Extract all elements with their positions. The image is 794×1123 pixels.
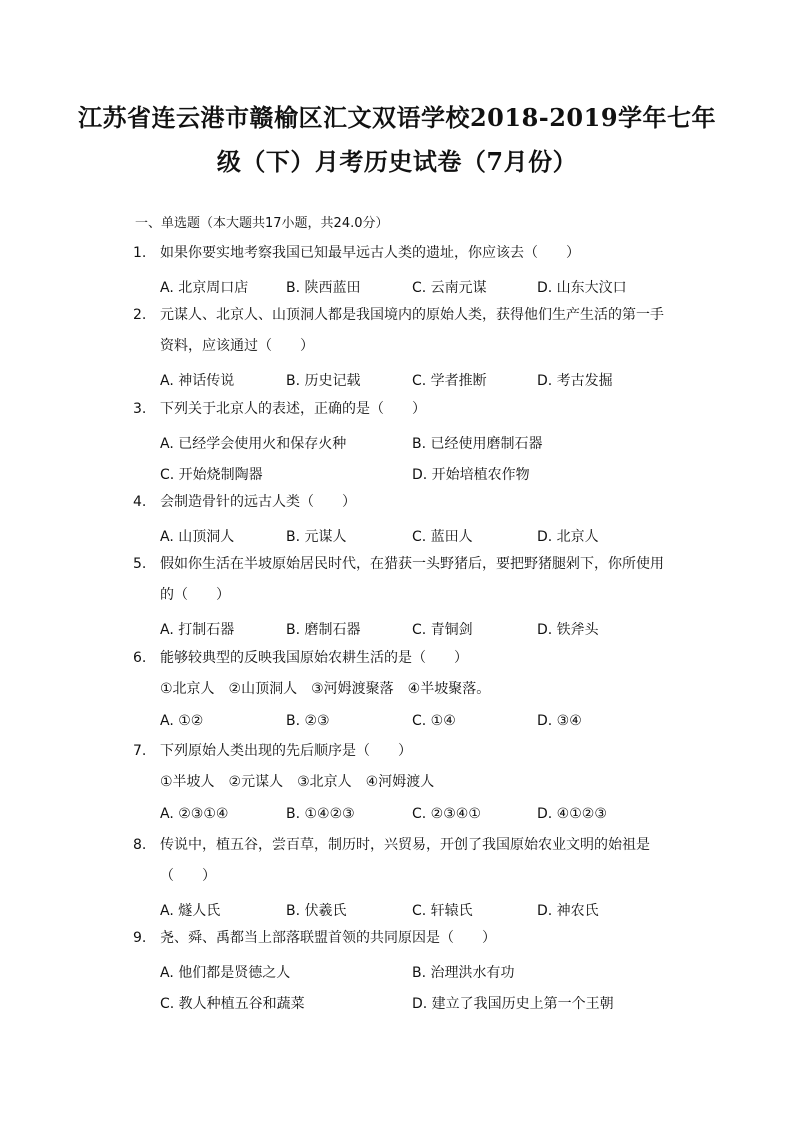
question-number: 2. — [133, 307, 147, 323]
option-d[interactable]: D. 建立了我国历史上第一个王朝 — [412, 996, 614, 1012]
option-b[interactable]: B. ②③ — [286, 713, 330, 729]
option-b[interactable]: B. 伏羲氏 — [286, 903, 347, 919]
option-a[interactable]: A. ②③①④ — [160, 806, 229, 822]
option-b[interactable]: B. 已经使用磨制石器 — [412, 436, 543, 452]
question-text-cont: ①半坡人 ②元谋人 ③北京人 ④河姆渡人 — [160, 774, 435, 790]
question-number: 3. — [133, 401, 147, 417]
option-c[interactable]: C. 学者推断 — [412, 373, 487, 389]
option-d[interactable]: D. ③④ — [537, 713, 582, 729]
question-text: 如果你要实地考察我国已知最早远古人类的遗址，你应该去（ ） — [160, 245, 580, 261]
option-b[interactable]: B. 元谋人 — [286, 529, 347, 545]
option-c[interactable]: C. ②③④① — [412, 806, 481, 822]
question-text: 假如你生活在半坡原始居民时代，在猎获一头野猪后，要把野猪腿剁下，你所使用 — [160, 556, 664, 572]
option-a[interactable]: A. 神话传说 — [160, 373, 235, 389]
question-number: 7. — [133, 743, 147, 759]
question-text: 会制造骨针的远古人类（ ） — [160, 494, 356, 510]
option-c[interactable]: C. ①④ — [412, 713, 456, 729]
question-text: 元谋人、北京人、山顶洞人都是我国境内的原始人类，获得他们生产生活的第一手 — [160, 307, 664, 323]
option-d[interactable]: D. 铁斧头 — [537, 622, 599, 638]
option-b[interactable]: B. 治理洪水有功 — [412, 965, 515, 981]
option-a[interactable]: A. 打制石器 — [160, 622, 235, 638]
option-d[interactable]: D. 考古发掘 — [537, 373, 613, 389]
option-d[interactable]: D. 神农氏 — [537, 903, 599, 919]
option-d[interactable]: D. 开始培植农作物 — [412, 467, 530, 483]
option-c[interactable]: C. 青铜剑 — [412, 622, 473, 638]
question-text: 尧、舜、禹都当上部落联盟首领的共同原因是（ ） — [160, 930, 496, 946]
option-a[interactable]: A. 山顶洞人 — [160, 529, 235, 545]
exam-title-line2: 级（下）月考历史试卷（7月份） — [216, 147, 578, 176]
question-number: 4. — [133, 494, 147, 510]
option-c[interactable]: C. 云南元谋 — [412, 280, 487, 296]
question-number: 6. — [133, 650, 147, 666]
question-text: 下列关于北京人的表述，正确的是（ ） — [160, 401, 426, 417]
section-heading: 一、单选题（本大题共17小题，共24.0分） — [135, 216, 389, 231]
option-a[interactable]: A. 已经学会使用火和保存火种 — [160, 436, 347, 452]
option-a[interactable]: A. 北京周口店 — [160, 280, 249, 296]
option-c[interactable]: C. 轩辕氏 — [412, 903, 473, 919]
option-d[interactable]: D. ④①②③ — [537, 806, 607, 822]
option-b[interactable]: B. ①④②③ — [286, 806, 355, 822]
question-text-cont: 的（ ） — [160, 587, 230, 603]
option-a[interactable]: A. ①② — [160, 713, 204, 729]
question-number: 9. — [133, 930, 147, 946]
question-text-cont: ①北京人 ②山顶洞人 ③河姆渡聚落 ④半坡聚落。 — [160, 681, 491, 697]
option-c[interactable]: C. 开始烧制陶器 — [160, 467, 263, 483]
option-a[interactable]: A. 燧人氏 — [160, 903, 221, 919]
option-d[interactable]: D. 北京人 — [537, 529, 599, 545]
option-b[interactable]: B. 陕西蓝田 — [286, 280, 361, 296]
option-a[interactable]: A. 他们都是贤德之人 — [160, 965, 291, 981]
option-c[interactable]: C. 教人种植五谷和蔬菜 — [160, 996, 305, 1012]
question-number: 8. — [133, 837, 147, 853]
question-text-cont: 资料，应该通过（ ） — [160, 338, 314, 354]
question-text: 能够较典型的反映我国原始农耕生活的是（ ） — [160, 650, 468, 666]
option-b[interactable]: B. 磨制石器 — [286, 622, 361, 638]
question-number: 5. — [133, 556, 147, 572]
question-text-cont: （ ） — [160, 868, 216, 884]
option-c[interactable]: C. 蓝田人 — [412, 529, 473, 545]
exam-title-line1: 江苏省连云港市赣榆区汇文双语学校2018-2019学年七年 — [77, 103, 717, 132]
question-number: 1. — [133, 245, 147, 261]
option-b[interactable]: B. 历史记载 — [286, 373, 361, 389]
question-text: 传说中，植五谷，尝百草，制历时，兴贸易，开创了我国原始农业文明的始祖是 — [160, 837, 650, 853]
question-text: 下列原始人类出现的先后顺序是（ ） — [160, 743, 412, 759]
option-d[interactable]: D. 山东大汶口 — [537, 280, 627, 296]
